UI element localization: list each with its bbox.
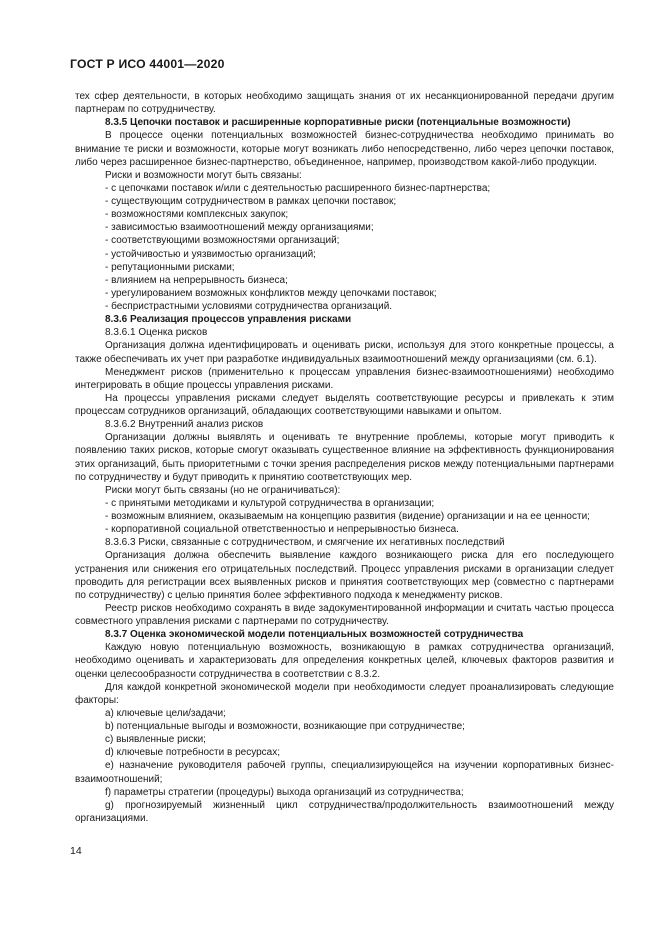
paragraph: а) ключевые цели/задачи; — [105, 707, 226, 719]
paragraph: - урегулированием возможных конфликтов между цепочками поставок; — [105, 287, 437, 299]
paragraph: Риски и возможности могут быть связаны: — [105, 169, 302, 181]
paragraph: - зависимостью взаимоотношений между организациями; — [105, 222, 374, 234]
section-heading: 8.3.5 Цепочки поставок и расширенные корпоративные риски (потенциальные возможности) — [105, 117, 571, 129]
paragraph: Организация должна идентифицировать и оценивать риски, используя для этого конкретные процессы, а также обеспечивать их учет при разработке индивидуальных взаимоотношений между организациями (см. 6.1). — [75, 340, 614, 365]
paragraph: d) ключевые потребности в ресурсах; — [105, 747, 280, 759]
paragraph: На процессы управления рисками следует выделять соответствующие ресурсы и привлекать к этим процессам сотрудников организаций, обладающих соответствующими навыками и опытом. — [75, 392, 614, 417]
section-heading: 8.3.7 Оценка экономической модели потенциальных возможностей сотрудничества — [105, 629, 524, 641]
paragraph: b) потенциальные выгоды и возможности, возникающие при сотрудничестве; — [105, 721, 465, 732]
paragraph: - корпоративной социальной ответственностью и непрерывностью бизнеса. — [105, 524, 459, 536]
paragraph: Менеджмент рисков (применительно к процессам управления бизнес-взаимоотношениями) необходимо интегрировать в общие процессы управления рисками. — [75, 366, 614, 391]
paragraph: 8.3.6.3 Риски, связанные с сотрудничеством, и смягчение их негативных последствий — [105, 537, 505, 549]
paragraph: - возможностями комплексных закупок; — [105, 209, 289, 221]
paragraph: Риски могут быть связаны (но не ограничиваться): — [105, 484, 341, 496]
document-body — [75, 90, 614, 825]
paragraph: g) прогнозируемый жизненный цикл сотрудничества/продолжительность взаимоотношений между организациями. — [75, 799, 614, 824]
paragraph: Для каждой конкретной экономической модели при необходимости следует проанализировать следующие факторы: — [75, 681, 614, 706]
paragraph: - возможным влиянием, оказываемым на концепцию развития (видение) организации и на ее ценности; — [105, 511, 590, 522]
paragraph: Организация должна обеспечить выявление каждого возникающего риска для его последующего устранения или снижения его отрицательных последствий. Процесс управления рисками в организации следует проводить для регистрации всех выявленных рисков и принятия соответствующих мер (совместно с партнерами по сотрудничеству) с целью принятия более эффективного подхода к менеджменту рисков. — [75, 550, 614, 601]
paragraph: - устойчивостью и уязвимостью организаций; — [105, 248, 316, 260]
paragraph: е) назначение руководителя рабочей группы, специализирующейся на изучении корпоративных бизнес-взаимоотношений; — [75, 760, 614, 785]
paragraph: Каждую новую потенциальную возможность, возникающую в рамках сотрудничества организаций, необходимо оценивать и характеризовать для определения конкретных целей, ключевых факторов развития и оценки целесообразности сотрудничества в соответствии с 8.3.2. — [75, 642, 614, 680]
paragraph: В процессе оценки потенциальных возможностей бизнес-сотрудничества необходимо принимать во внимание те риски и возможности, которые могут возникать либо непосредственно, либо через цепочки поставок, либо через расширенное бизнес-партнерство, объединенное, например, производством какой-либо продукции. — [75, 130, 614, 168]
section-heading: 8.3.6 Реализация процессов управления рисками — [105, 314, 352, 326]
paragraph: с) выявленные риски; — [105, 734, 206, 746]
paragraph: - существующим сотрудничеством в рамках цепочки поставок; — [105, 196, 397, 207]
paragraph: f) параметры стратегии (процедуры) выхода организаций из сотрудничества; — [105, 786, 464, 798]
page-number: 14 — [70, 845, 82, 857]
paragraph: - с принятыми методиками и культурой сотрудничества в организации; — [105, 497, 435, 509]
paragraph: - беспристрастными условиями сотрудничества организаций. — [105, 301, 393, 312]
paragraph: тех сфер деятельности, в которых необходимо защищать знания от их несанкционированной передачи другим партнерам по сотрудничеству. — [75, 91, 614, 116]
paragraph: - соответствующими возможностями организаций; — [105, 235, 340, 247]
paragraph: Реестр рисков необходимо сохранять в виде задокументированной информации и считать частью процесса совместного управления рисками с партнерами по сотрудничеству. — [75, 602, 614, 627]
document-header: ГОСТ Р ИСО 44001—2020 — [70, 57, 225, 71]
paragraph: Организации должны выявлять и оценивать те внутренние проблемы, которые могут приводить к появлению таких рисков, которые смогут оказывать существенное влияние на эффективность функционирования этих организаций, быть приоритетными с точки зрения распределения рисков между потенциальными партнерами по сотрудничеству и будут приводить к принятию соответствующих мер. — [75, 432, 614, 483]
paragraph: 8.3.6.2 Внутренний анализ рисков — [105, 419, 264, 431]
paragraph: - репутационными рисками; — [105, 261, 235, 273]
paragraph: - с цепочками поставок и/или с деятельностью расширенного бизнес-партнерства; — [105, 182, 491, 194]
paragraph: - влиянием на непрерывность бизнеса; — [105, 274, 288, 286]
paragraph: 8.3.6.1 Оценка рисков — [105, 327, 208, 339]
